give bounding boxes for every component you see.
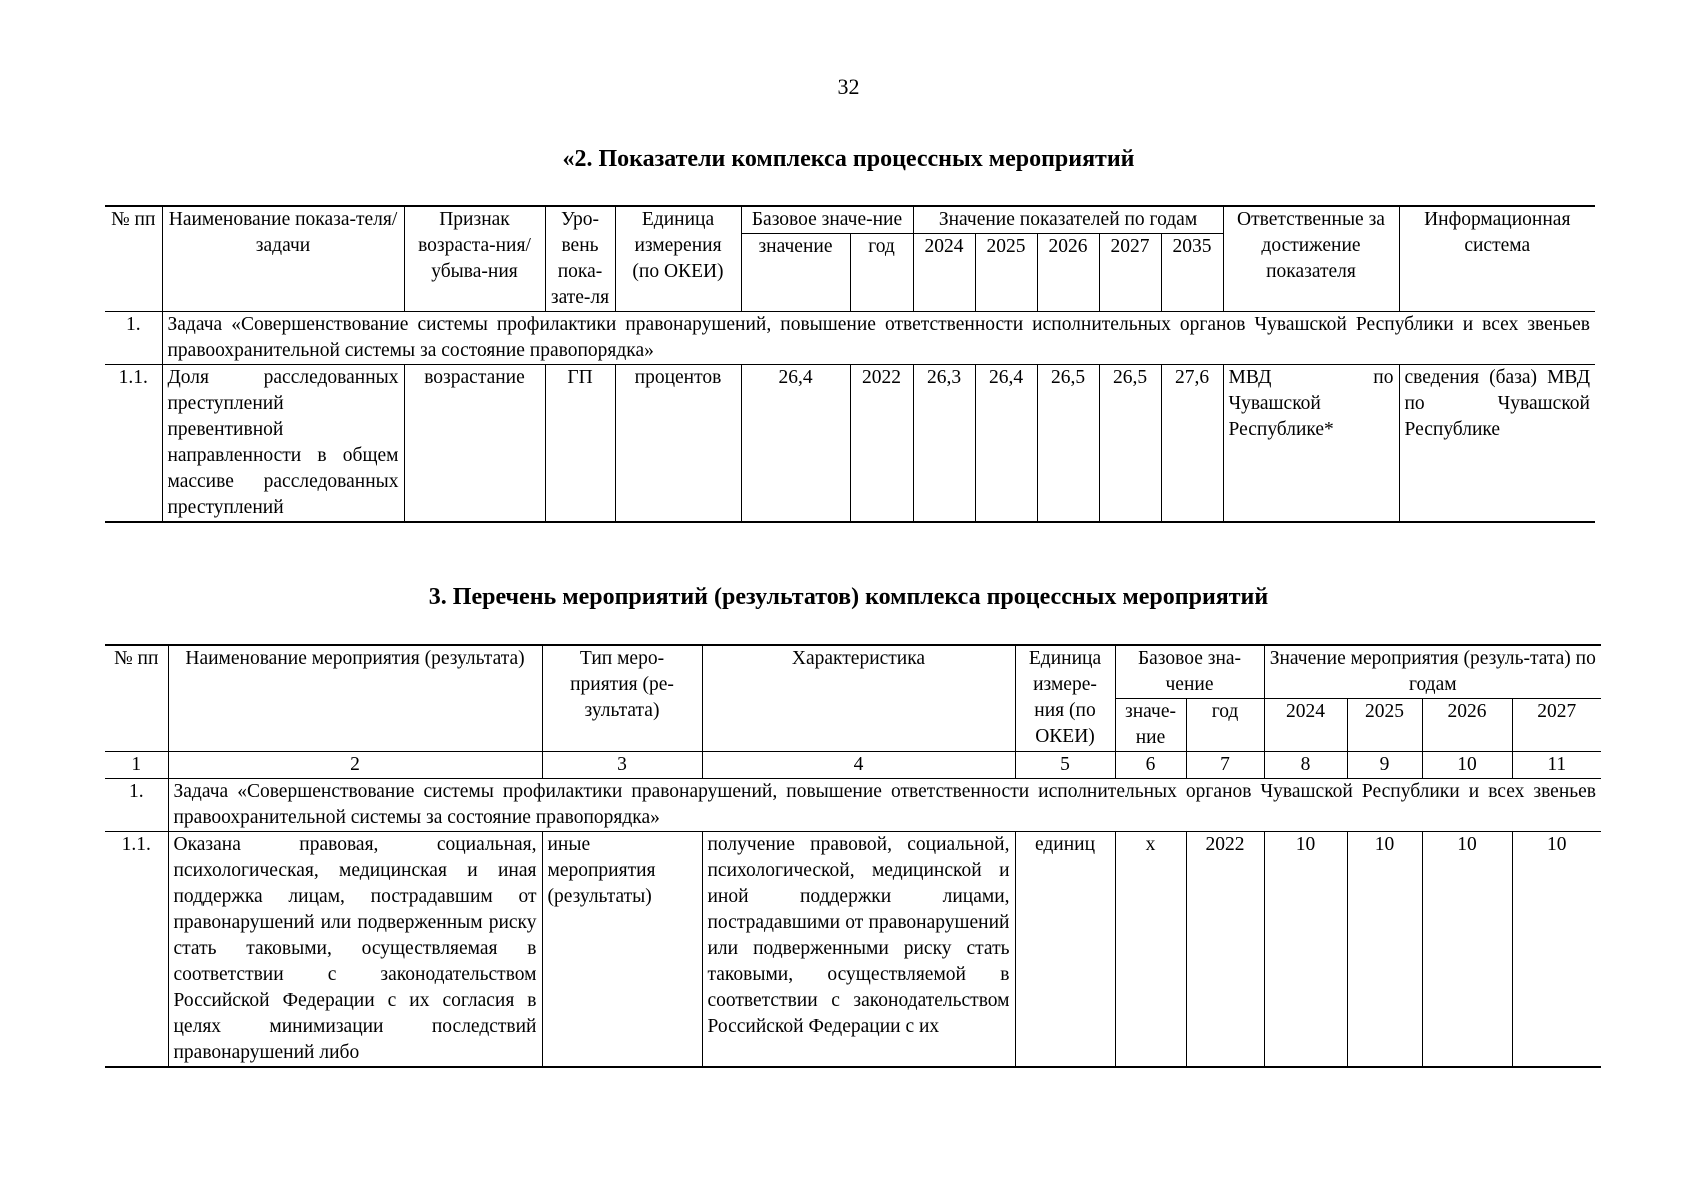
col-number: 10 <box>1422 752 1512 779</box>
task-row <box>105 779 1601 832</box>
header-num: № пп <box>105 206 162 312</box>
header-unit: Единица измере-ния (по ОКЕИ) <box>1015 645 1115 752</box>
header-values: Значение показателей по годам <box>913 206 1223 234</box>
task-text: Задача «Совершенствование системы профилактики правонарушений, повышение ответственности исполнительных органов Чувашской Республики и всех звеньев правоохранительной системы за состояние правопорядка» <box>168 779 1601 832</box>
row-name: Доля расследованных преступлений превентивной направленности в общем массиве расследованных преступлений <box>162 365 404 523</box>
header-base: Базовое зна-чение <box>1115 645 1264 699</box>
row-base-year: 2022 <box>850 365 913 523</box>
header-year: 2025 <box>1347 699 1422 752</box>
header-base-value: значение <box>741 234 850 312</box>
col-number: 7 <box>1186 752 1264 779</box>
row-num: 1.1. <box>105 832 168 1068</box>
row-value: 10 <box>1512 832 1601 1068</box>
task-num: 1. <box>105 779 168 832</box>
header-base-value: значе-ние <box>1115 699 1186 752</box>
row-characteristic: получение правовой, социальной, психологической, медицинской и иной поддержки лицами, пострадавшими от правонарушений или подверженными риску стать таковыми, осуществляемой в соответствии с законодательством Российской Федерации с их <box>702 832 1015 1068</box>
header-base-year: год <box>1186 699 1264 752</box>
header-info-system: Информационная система <box>1399 206 1595 312</box>
col-number: 5 <box>1015 752 1115 779</box>
header-name: Наименование мероприятия (результата) <box>168 645 542 752</box>
section2-title: «2. Показатели комплекса процессных мероприятий <box>562 146 1135 172</box>
row-responsible: МВД по Чувашской Республике* <box>1223 365 1399 523</box>
col-number: 2 <box>168 752 542 779</box>
row-type: иные мероприятия (результаты) <box>542 832 702 1068</box>
indicator-row <box>105 365 1595 523</box>
activities-table <box>105 644 1601 1068</box>
row-value: 26,3 <box>913 365 975 523</box>
col-number: 11 <box>1512 752 1601 779</box>
page-number: 32 <box>837 74 860 99</box>
header-responsible: Ответственные за достижение показателя <box>1223 206 1399 312</box>
task-num: 1. <box>105 312 162 365</box>
header-unit: Единица измерения (по ОКЕИ) <box>615 206 741 312</box>
row-value: 10 <box>1264 832 1347 1068</box>
row-sign: возрастание <box>404 365 545 523</box>
header-base-year: год <box>850 234 913 312</box>
header-year: 2026 <box>1037 234 1099 312</box>
col-number: 9 <box>1347 752 1422 779</box>
header-year: 2024 <box>913 234 975 312</box>
header-sign: Признак возраста-ния/убыва-ния <box>404 206 545 312</box>
header-characteristic: Характеристика <box>702 645 1015 752</box>
header-base: Базовое значе-ние <box>741 206 913 234</box>
header-level: Уро-вень пока-зате-ля <box>545 206 615 312</box>
row-value: 26,5 <box>1037 365 1099 523</box>
header-year: 2026 <box>1422 699 1512 752</box>
header-type: Тип меро-приятия (ре-зультата) <box>542 645 702 752</box>
col-number: 8 <box>1264 752 1347 779</box>
header-values: Значение мероприятия (резуль-тата) по годам <box>1264 645 1601 699</box>
row-value: 26,5 <box>1099 365 1161 523</box>
col-number: 1 <box>105 752 168 779</box>
header-year: 2024 <box>1264 699 1347 752</box>
row-unit: процентов <box>615 365 741 523</box>
row-base-value: 26,4 <box>741 365 850 523</box>
task-text: Задача «Совершенствование системы профилактики правонарушений, повышение ответственности исполнительных органов Чувашской Республики и всех звеньев правоохранительной системы за состояние правопорядка» <box>162 312 1595 365</box>
row-info-system: сведения (база) МВД по Чувашской Республике <box>1399 365 1595 523</box>
row-name: Оказана правовая, социальная, психологическая, медицинская и иная поддержка лицам, пострадавшим от правонарушений или подверженным риску стать таковыми, осуществляемая в соответствии с законодательством Российской Федерации с их согласия в целях минимизации последствий правонарушений либо <box>168 832 542 1068</box>
header-year: 2025 <box>975 234 1037 312</box>
row-value: 27,6 <box>1161 365 1223 523</box>
row-num: 1.1. <box>105 365 162 523</box>
row-base-value: х <box>1115 832 1186 1068</box>
col-number: 4 <box>702 752 1015 779</box>
header-year: 2027 <box>1512 699 1601 752</box>
task-row <box>105 312 1595 365</box>
row-level: ГП <box>545 365 615 523</box>
row-base-year: 2022 <box>1186 832 1264 1068</box>
col-number: 6 <box>1115 752 1186 779</box>
header-name: Наименование показа-теля/задачи <box>162 206 404 312</box>
col-number: 3 <box>542 752 702 779</box>
header-year: 2027 <box>1099 234 1161 312</box>
column-numbers-row <box>105 752 1601 779</box>
section3-title: 3. Перечень мероприятий (результатов) комплекса процессных мероприятий <box>428 584 1269 610</box>
row-unit: единиц <box>1015 832 1115 1068</box>
header-num: № пп <box>105 645 168 752</box>
indicators-table <box>105 205 1595 523</box>
activity-row <box>105 832 1601 1068</box>
row-value: 10 <box>1347 832 1422 1068</box>
row-value: 10 <box>1422 832 1512 1068</box>
row-value: 26,4 <box>975 365 1037 523</box>
header-year: 2035 <box>1161 234 1223 312</box>
